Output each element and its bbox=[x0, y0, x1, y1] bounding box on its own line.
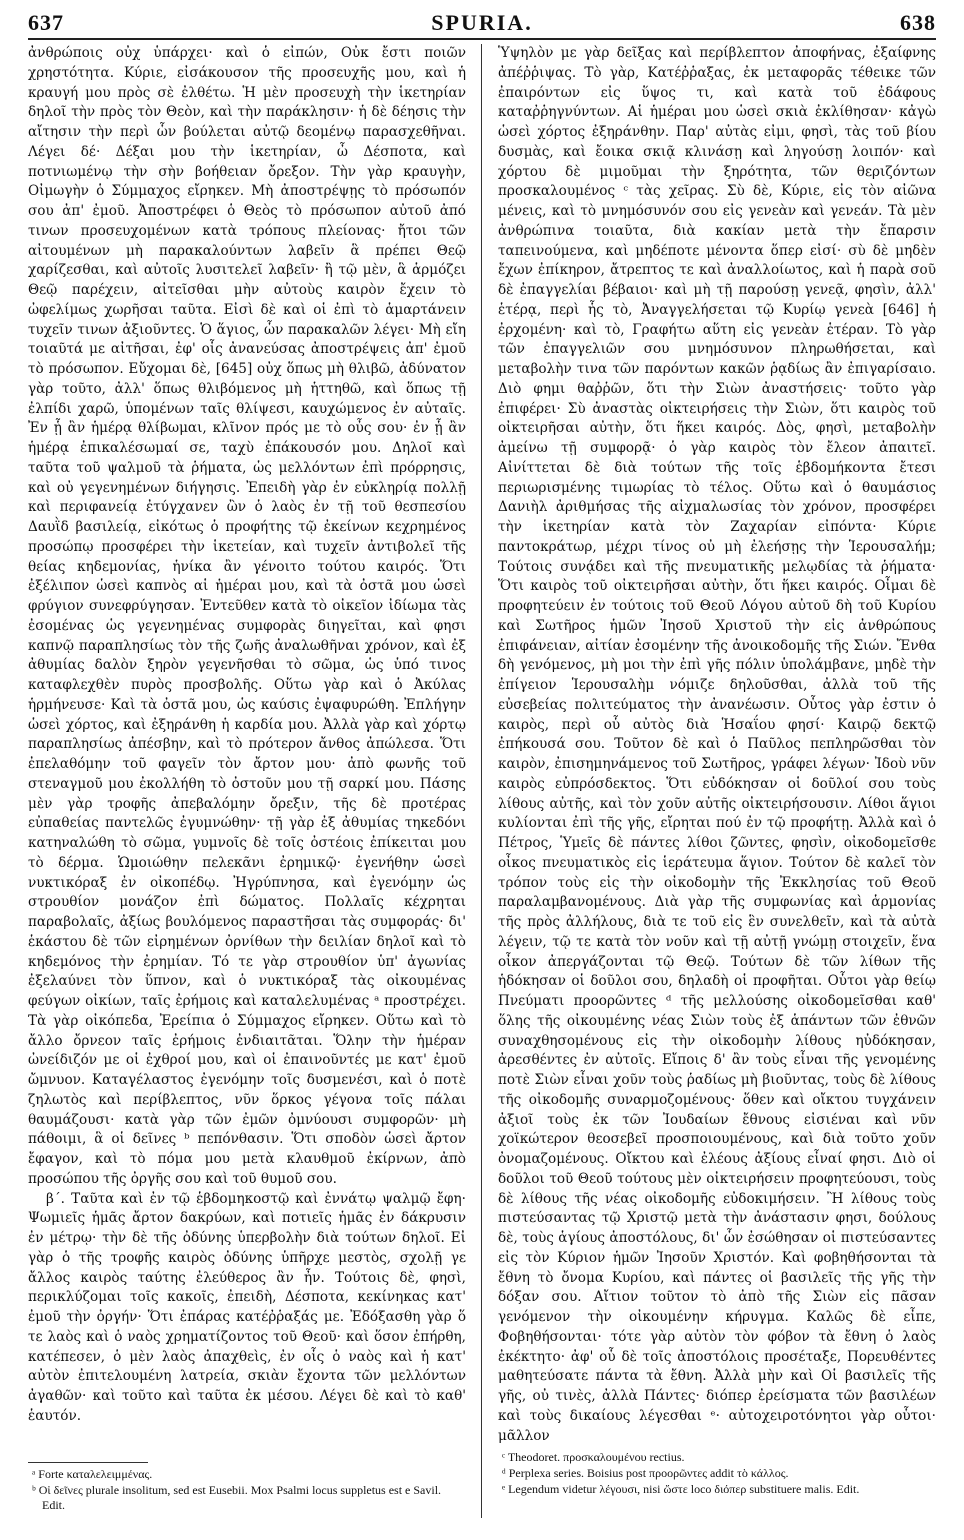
right-column bbox=[498, 44, 936, 1446]
running-header bbox=[28, 8, 936, 40]
page-number-left: 637 bbox=[28, 10, 64, 35]
left-paragraph-1: ἀνθρώποις οὐχ ὑπάρχει· καὶ ὁ εἰπών, Οὐκ ἔστι ποιῶν χρηστότητα. Κύριε, εἰσάκουσον τῆς προσευχῆς μου, καὶ ἡ κραυγή μου πρὸς σὲ ἐλθέτω. Ἡ μὲν προσευχὴ τὴν ἱκετηρίαν δηλοῖ τὴν πρὸς τὸν Θεὸν, καὶ τὴν παράκλησιν· ἡ δὲ δέησις τὴν αἴτησιν τὴν περὶ ὧν βούλεται αὐτῷ δεομένῳ παρασχεθῆναι. Λέγει δέ· Δέξαι μου τὴν ἱκετηρίαν, ὦ Δέσποτα, καὶ ποτνιωμένῳ τὴν σὴν βοήθειαν ὄρεξον. Τὴν γὰρ κραυγὴν, Οἰμωγὴν ὁ Σύμμαχος εἴρηκεν. Μὴ ἀποστρέψῃς τὸ πρόσωπόν σου ἀπ' ἐμοῦ. Ἀποστρέφει ὁ Θεὸς τὸ πρόσωπον αὐτοῦ ἀπό τινων προσευχομένων κατὰ τρόπους πλείονας· ἤτοι τῶν αἰτουμένων μὴ παρακαλούντων λαβεῖν ἃ πρέπει Θεῷ χαρίζεσθαι, καὶ αὐτοῖς λυσιτελεῖ λαβεῖν· ἢ τῷ μὲν, ἃ ἁρμόζει Θεῷ παρέχειν, αἰτεῖσθαι μὴν αὐτοὺς καιρὸν ἔχειν τὸ ὠφελίμως χωρῆσαι ταῦτα. Εἰσὶ δὲ καὶ οἱ ἐπὶ τὸ ἁμαρτάνειν τυχεῖν τινων ἀξιοῦντες. Ὁ ἅγιος, ὧν παρακαλῶν λέγει· Μὴ εἴη τοιαῦτά με αἰτῆσαι, ἐφ' οἷς ἀνανεύσας ἀποστρέψεις ἀπ' ἐμοῦ τὸ πρόσωπον. Εὔχομαι δὲ, [645] οὐχ ὅπως μὴ θλιβῶ, ἀδύνατον γὰρ τοῦτο, ἀλλ' ὅπως θλιβόμενος μὴ ἡττηθῶ, καὶ ὅπως τῇ ἐλπίδι χαρῶ, ὑπομένων ταῖς θλίψεσι, καυχώμενος ἐν αὐταῖς. Ἐν ᾗ ἂν ἡμέρᾳ θλίβωμαι, κλῖνον πρός με τὸ οὖς σου· ἐν ᾗ ἂν ἡμέρᾳ ἐπικαλέσωμαί σε, ταχὺ ἐπάκουσόν μου. Δηλοῖ καὶ ταῦτα τοῦ ψαλμοῦ τὰ ῥήματα, ὡς μελλόντων ἐπὶ πρόρρησις, καὶ οὐ γεγενημένων διήγησις. Ἐπειδὴ γὰρ ἐν εὐκληρίᾳ πολλῇ καὶ περιφανείᾳ ἐτύγχανεν ὢν ὁ λαὸς ἐν τῇ τοῦ θεσπεσίου Δαυῒδ βασιλείᾳ, εἰκότως ὁ προφήτης τῷ ἐκείνων κεχρημένος προσώπῳ προσφέρει τὴν ἱκετείαν, καὶ τυχεῖν ἀντιβολεῖ τῆς θείας κηδεμονίας, ἡνίκα ἂν γένοιτο τούτου καιρός. Ὅτι ἐξέλιπον ὡσεὶ καπνὸς αἱ ἡμέραι μου, καὶ τὰ ὀστᾶ μου ὡσεὶ φρύγιον συνεφρύγησαν. Ἐντεῦθεν κατὰ τὸ οἰκεῖον ἰδίωμα τὰς ἐσομένας ὡς γεγενημένας συμφορὰς διηγεῖται, καὶ φησι καπνῷ παραπλησίως τὸν τῆς ζωῆς ἀναλωθῆναι χρόνον, καὶ ἐξ ἀθυμίας δαλὸν ξηρὸν γεγενῆσθαι τὸ σῶμα, ὡς ὑπό τινος καταφλεχθὲν πυρὸς προσβολῆς. Οὕτω γὰρ καὶ ὁ Ἀκύλας ἡρμήνευσε· Καὶ τὰ ὀστᾶ μου, ὡς καύσις ἐψαφυρώθη. Ἐπλήγην ὡσεὶ χόρτος, καὶ ἐξηράνθη ἡ καρδία μου. Ἀλλὰ γὰρ καὶ χόρτῳ παραπλησίως ἀπέσβην, καὶ τὸ πρότερον ἄνθος ἀπώλεσα. Ὅτι ἐπελαθόμην τοῦ φαγεῖν τὸν ἄρτον μου· ἀπὸ φωνῆς τοῦ στεναγμοῦ μου ἐκολλήθη τὸ ὀστοῦν μου τῇ σαρκί μου. Πάσης μὲν γὰρ τροφῆς ἀπεβαλόμην ὄρεξιν, τῆς δὲ προτέρας εὐπαθείας παντελῶς ἐγυμνώθην· τῇ γὰρ ἐξ ἀθυμίας τηκεδόνι κατηναλώθη τὸ σῶμα, γυμνοῖς δὲ τοῖς ὀστέοις ἐπίκειται μου τὸ δέρμα. Ὡμοιώθην πελεκᾶνι ἐρημικῷ· ἐγενήθην ὡσεὶ νυκτικόραξ ἐν οἰκοπέδῳ. Ἠγρύπνησα, καὶ ἐγενόμην ὡς στρουθίον μονάζον ἐπὶ δώματος. Πολλαῖς κέχρηται παραβολαῖς, ἀξίως βουλόμενος παραστῆσαι τὰς συμφοράς· δι' ἑκάστου δὲ τῶν εἰρημένων ὀρνίθων τὴν δειλίαν δηλοῖ καὶ τὸ κηδεμόνος τὴν ἐρημίαν. Τό τε γὰρ στρουθίον ὑπ' ἀγωνίας ἐξελαύνει τὸν ὕπνον, καὶ ὁ νυκτικόραξ τὰς οἰκουμένας φεύγων οἰκίων, ταῖς ἐρήμοις καὶ καταλελυμένας ᵃ προστρέχει. Τὰ γὰρ οἰκόπεδα, Ἐρείπια ὁ Σύμμαχος εἴρηκεν. Οὕτω καὶ τὸ ἄλλο ὄρνεον ταῖς ἐρήμοις ἐνδιαιτᾶται. Ὅλην τὴν ἡμέραν ὠνείδιζόν με οἱ ἐχθροί μου, καὶ οἱ ἐπαινοῦντές με κατ' ἐμοῦ ὤμνυον. Καταγέλαστος ἐγενόμην τοῖς δυσμενέσι, καὶ ὁ ποτὲ ζηλωτὸς καὶ περίβλεπτος, νῦν ὅρκος γέγονα τοῖς πάλαι θαυμάζουσι· κατὰ γὰρ τῶν ἐμῶν ὀμνύουσι συμφορῶν· μὴ πάθοιμι, ἃ οἱ δεῖνες ᵇ πεπόνθασιν. Ὅτι σποδὸν ὡσεὶ ἄρτον ἔφαγον, καὶ τὸ πόμα μου μετὰ κλαυθμοῦ ἐκίρνων, ἀπὸ προσώπου τῆς ὀργῆς σου καὶ τοῦ θυμοῦ σου. bbox=[28, 45, 466, 1187]
column-divider bbox=[481, 44, 482, 1518]
right-paragraph-1: Ὑψηλὸν με γὰρ δεῖξας καὶ περίβλεπτον ἀποφήνας, ἐξαίφνης ἀπέῤῥιψας. Τὸ γὰρ, Κατέῤῥαξας, ἐκ μεταφορᾶς τέθεικε τῶν ἐπαιρόντων εἰς ὕψος τι, καὶ κατὰ τοῦ ἐδάφους καταῤῥηγνύντων. Αἱ ἡμέραι μου ὡσεὶ σκιὰ ἐκλίθησαν· κἀγὼ ὡσεὶ χόρτος ἐξηράνθην. Παρ' αὐτὰς εἰμι, φησὶ, τὰς τοῦ βίου δυσμὰς, καὶ ἔοικα σκιᾷ κλινάσῃ καὶ ληγούσῃ λοιπόν· καὶ χόρτου δὲ μιμοῦμαι τὴν ξηρότητα, τῶν θεριζόντων προσκαλουμένος ᶜ τὰς χεῖρας. Σὺ δὲ, Κύριε, εἰς τὸν αἰῶνα μένεις, καὶ τὸ μνημόσυνόν σου εἰς γενεὰν καὶ γενεάν. Τὰ μὲν ἀνθρώπινα τοιαῦτα, διὰ κακίαν μετὰ τὴν ἔπαρσιν ταπεινούμενα, καὶ μηδέποτε μένοντα ὅπερ εἰσί· σὺ δὲ μηδὲν ἔχων ἐπίκηρον, ἄτρεπτος τε καὶ ἀναλλοίωτος, καὶ ἡ παρὰ σοῦ δὲ ἐπαγγελίαι βέβαιοι· καὶ μὴ τῇ παρούσῃ γενεᾷ, φησὶν, ἀλλ' ἑτέρᾳ, περὶ ἧς τὸ, Ἀναγγελήσεται τῷ Κυρίῳ γενεὰ [646] ἡ ἐρχομένη· καὶ τὸ, Γραφήτω αὕτη εἰς γενεὰν ἑτέραν. Τὸ γὰρ τῶν ἐπαγγελιῶν σου μνημόσυνον πληρωθήσεται, καὶ μεταβολὴν τινα τῶν παρόντων κακῶν ῥᾳδίως ἂν ἐπιγαρίσαιο. Διὸ φημι θαῤῥῶν, ὅτι τὴν Σιὼν ἀναστήσεις· τοῦτο γὰρ ἐπιφέρει· Σὺ ἀναστὰς οἰκτειρήσεις τὴν Σιὼν, ὅτι καιρὸς τοῦ οἰκτειρῆσαι αὐτὴν, ὅτι ἥκει καιρός. Δὸς, φησὶ, μεταβολὴν ἀμείνω τῇ συμφορᾷ· ὁ γὰρ καιρὸς τὸν ἔλεον ἀπαιτεῖ. Αἰνίττεται δὲ διὰ τούτων τῆς τοῖς ἑβδομήκοντα ἔτεσι περιωρισμένης τιμωρίας τὸ τέλος. Οὕτω καὶ ὁ θαυμάσιος Δανιὴλ ἀριθμήσας τῆς αἰχμαλωσίας τὸν χρόνον, προσφέρει τὴν ἱκετηρίαν κατὰ τὸν Ζαχαρίαν εἰπόντα· Κύριε παντοκράτωρ, μέχρι τίνος οὐ μὴ ἐλεήσῃς τὴν Ἱερουσαλήμ; Τούτοις συνᾴδει καὶ τῆς πνευματικῆς μελῳδίας τὰ ῥήματα· Ὅτι καιρὸς τοῦ οἰκτειρῆσαι αὐτὴν, ὅτι ἥκει καιρός. Οἶμαι δὲ προφητεύειν ἐν τούτοις τοῦ Θεοῦ Λόγου αὐτοῦ δὴ τοῦ Κυρίου καὶ Σωτῆρος ἡμῶν Ἰησοῦ Χριστοῦ τὴν εἰς ἀνθρώπους ἐπιφάνειαν, αἰτίαν ἐσομένην τῆς ἀνοικοδομῆς τῆς Σιών. Ἔνθα δὴ γενόμενος, μὴ μοι τὴν ἐπὶ γῆς πόλιν ὑπολάμβανε, μηδὲ τὴν ἐπίγειον Ἱερουσαλὴμ νόμιζε δηλοῦσθαι, ἀλλὰ τοῦ τῆς εὐσεβείας πολιτεύματος τὴν ἀνανέωσιν. Οὗτος γὰρ ἐστιν ὁ καιρὸς, περὶ οὗ αὐτὸς διὰ Ἡσαΐου φησί· Καιρῷ δεκτῷ ἐπήκουσά σου. Τοῦτον δὲ καὶ ὁ Παῦλος πεπληρῶσθαι τὸν καιρὸν, ἐπισημηνάμενος τοῦ Σωτῆρος, γράφει λέγων· Ἰδοὺ νῦν καιρὸς εὐπρόσδεκτος. Ὅτι εὐδόκησαν οἱ δοῦλοί σου τοὺς λίθους αὐτῆς, καὶ τὸν χοῦν αὐτῆς οἰκτειρήσουσιν. Λίθοι ἅγιοι κυλίονται ἐπὶ τῆς γῆς, εἴρηται πού ἐν τῷ προφήτῃ. Ἀλλὰ καὶ ὁ Πέτρος, Ὑμεῖς δὲ πάντες λίθοι ζῶντες, φησὶν, οἰκοδομεῖσθε οἶκος πνευματικὸς εἰς ἱεράτευμα ἅγιον. Τούτον δὲ καλεῖ τὸν τρόπον τοὺς εἰς τὴν οἰκοδομὴν τῆς Ἐκκλησίας τοῦ Θεοῦ παραλαμβανομένους. Διὰ γὰρ τῆς συμφωνίας καὶ ἁρμονίας τῆς πρὸς ἀλλήλους, διὰ τε τοῦ εἰς ἓν συνελθεῖν, καὶ τὰ αὐτὰ λέγειν, τῷ τε κατὰ τὸν νοῦν καὶ τῇ αὐτῇ γνώμῃ στοιχεῖν, ἕνα οἶκον ἀπεργάζονται τῷ Θεῷ. Τούτων δὲ τῶν λίθων τῆς ἡδόκησαν οἱ δοῦλοι σου, δηλαδὴ οἱ προφῆται. Οὗτοι γὰρ θείῳ Πνεύματι προορῶντες ᵈ τῆς μελλούσης οἰκοδομεῖσθαι καθ' ὅλης τῆς οἰκουμένης νέας Σιὼν τοὺς ἐξ ἁπάντων τῶν ἐθνῶν συναχθησομένους εἰς τὴν οἰκοδομὴν λίθους ηὐδόκησαν, ἀρεσθέντες ἐν αὐτοῖς. Εἴποις δ' ἂν τοὺς εἶναι τῆς γενομένης ποτὲ Σιὼν εἶναι χοῦν τοὺς ῥαδίως μὴ βιοῦντας, τοὺς δὲ λίθους τῆς οἰκοδομῆς συναρμοζομένους· ὅθεν καὶ οἴκτου τυγχάνειν ἀξιοῖ τοὺς ἐκ τῶν Ἰουδαίων ἔθνους εἰσιέναι καὶ νῦν χοϊκώτερον θεοσεβεῖ προσποιουμένους, καὶ διὰ τοῦτο χοῦν ὀνομαζομένους. Οἴκτου καὶ ἐλέους ἀξίους εἶναί φησι. Διὸ οἱ δοῦλοι τοῦ Θεοῦ τούτους μὲν οἰκτειρήσειν προφητεύουσι, τοὺς δὲ λίθους τῆς νέας οἰκοδομῆς εὐδοκιμήσειν. Ἢ λίθους τοὺς πιστεύσαντας τῷ Χριστῷ μετὰ τὴν ἀνάστασιν φησι, δούλους δὲ, τοὺς ἁγίους ἀποστόλους, δι' ὧν ἐσώθησαν οἱ πιστεύσαντες εἰς τὸν Κύριον ἡμῶν Ἰησοῦν Χριστόν. Καὶ φοβηθήσονται τὰ ἔθνη τὸ ὄνομα Κυρίου, καὶ πάντες οἱ βασιλεῖς τῆς γῆς τὴν δόξαν σου. Αἴτιον τοῦτον τὸ ἀπὸ τῆς Σιὼν εἰς πᾶσαν γενόμενον τὴν οἰκουμένην κήρυγμα. Καλῶς δὲ εἶπε, Φοβηθήσονται· τότε γὰρ αὐτὸν τὸν φόβον τὰ ἔθνη ὁ λαὸς ἐκέκτητο· ἀφ' οὗ δὲ τοῖς ἀποστόλοις προσέταξε, Πορευθέντες μαθητεύσατε πάντα τὰ ἔθνη. Ἀλλὰ μὴν καὶ Οἱ βασιλεῖς τῆς γῆς, οὐ τινὲς, ἀλλὰ Πάντες· διόπερ ἐρείσματα τῶν βασιλέων καὶ τοὺς δικαίους λέγεσθαι ᵉ· αὐτοχειροτόνητοι γὰρ οὗτοι· μᾶλλον bbox=[498, 45, 936, 1444]
footnote-b: ᵇ Οἱ δεῖνες plurale insolitum, sed est Eusebii. Mox Psalmi locus suppletus est e Savil. Edit. bbox=[32, 1483, 442, 1512]
left-paragraph-2: β΄. Ταῦτα καὶ ἐν τῷ ἑβδομηκοστῷ καὶ ἐννάτῳ ψαλμῷ ἔφη· Ψωμιεῖς ἡμᾶς ἄρτον δακρύων, καὶ ποτιεῖς ἡμᾶς ἐν δάκρυσιν ἐν μέτρῳ· τὴν δὲ τῆς ὀδύνης ὑπερβολὴν διὰ τούτων δηλοῖ. Εἰ γὰρ ὁ τῆς τροφῆς καιρὸς ὀδύνης ὑπῆρχε μεστὸς, σχολῇ γε ἄλλος καιρὸς ταύτης ἐλεύθερος ἂν ἦν. Τούτοις δὲ, φησὶ, περικλύζομαι τοῖς κακοῖς, ἐπειδὴ, Δέσποτα, κεκίνηκας κατ' ἐμοῦ τὴν ὀργήν· Ὅτι ἐπάρας κατέῤῥαξάς με. Ἐδόξασθη γὰρ ὅ τε λαὸς καὶ ὁ ναὸς χρηματίζοντος τοῦ Θεοῦ· καὶ ὅσον ἐπήρθη, κατέπεσεν, ὁ μὲν λαὸς ἀπαχθεὶς, ἐν οἷς ὁ ναὸς καὶ ἡ κατ' αὐτὸν ἐπιτελουμένη λατρεία, σκιὰν ἔχοντα τῶν μελλόντων ἀγαθῶν· καὶ τοῦτο καὶ ταῦτα ἐκ μέσου. Λέγει δὲ καὶ τὸ καθ' ἑαυτόν. bbox=[28, 1190, 466, 1424]
page-number-right: 638 bbox=[900, 10, 936, 35]
footnote-c: ᶜ Theodoret. προσκαλουμένου rectius. bbox=[502, 1450, 685, 1464]
footnote-e: ᵉ Legendum videtur λέγουσι, nisi ὥστε loco διόπερ substituere malis. Edit. bbox=[502, 1482, 860, 1496]
footnote-d: ᵈ Perplexa series. Boisius post προορῶντες addit τὸ κάλλος. bbox=[502, 1466, 789, 1480]
footnote-a: ᵃ Forte καταλελειμμένας. bbox=[32, 1467, 153, 1481]
footnote-rule bbox=[28, 1462, 148, 1463]
left-column bbox=[28, 44, 466, 1427]
running-title: SPURIA. bbox=[431, 10, 533, 35]
footnotes-left bbox=[28, 1462, 466, 1514]
footnotes-right bbox=[498, 1450, 936, 1498]
